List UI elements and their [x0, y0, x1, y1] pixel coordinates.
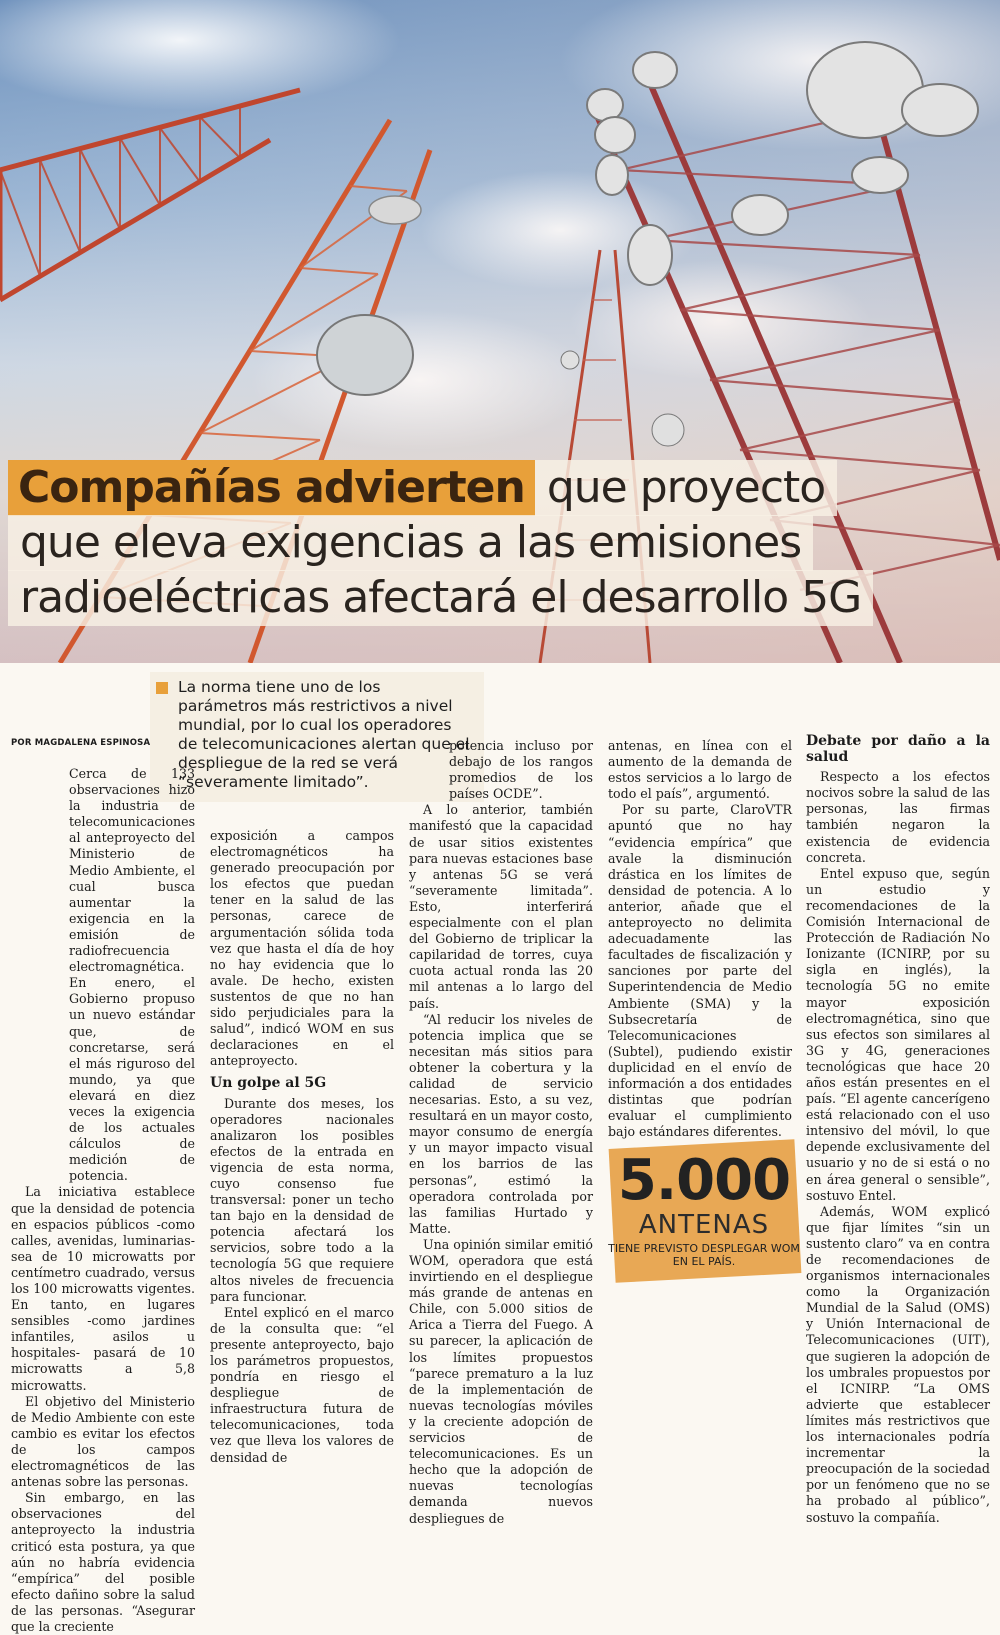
col5-paragraph: Además, WOM explicó que fijar límites “sin un sustento claro” va en contra de recomendaciones de organismos internacionales como la Organización Mundial de la Salud (OMS) y Unión Internacional de Telecomunicaciones (UIT), que sugieren la adopción de los umbrales propuestos por el ICNIRP. “La OMS advierte que establecer límites más restrictivos que los internacionales podría incrementar la preocupación de la sociedad por un fenómeno que no se ha probado al público”, sostuvo la compañía. [806, 1203, 990, 1525]
callout-unit: ANTENAS [638, 1210, 770, 1240]
stat-callout [604, 1134, 804, 1284]
headline-line3-text: radioeléctricas afectará el desarrollo 5G [8, 570, 873, 626]
section-heading-un-golpe: Un golpe al 5G [210, 1075, 327, 1092]
col2-paragraph: Entel explicó en el marco de la consulta que: “el presente anteproyecto, bajo los parámetros propuestos, pondría en riesgo el despliegue de infraestructura futura de telecomunicaciones, toda vez que lleva los valores de densidad de [210, 1304, 394, 1465]
col4-paragraph: Por su parte, ClaroVTR apuntó que no hay “evidencia empírica” que avale la disminución drástica en los límites de densidad de potencia. A lo anterior, añade que el anteproyecto no delimita adecuadamente las facultades de fiscalización y sanciones por parte del Superintendencia de Medio Ambiente (SMA) y la Subsecretaría de Telecomunicaciones (Subtel), pudiendo existir duplicidad en el envío de información a dos entidades distintas que podrían evaluar el cumplimiento bajo estándares diferentes. [608, 802, 792, 1140]
col1-paragraph: Cerca de 133 observaciones hizo la industria de telecomunicaciones al anteproyecto del Ministerio de Medio Ambiente, el cual busca aumentar la exigencia en la emisión de radiofrecuencia electromagnética. En enero, el Gobierno propuso un nuevo estándar que, de concretarse, será el más riguroso del mundo, ya que elevará en diez veces la exigencia de los actuales cálculos de medición de potencia. [69, 766, 196, 1184]
callout-number: 5.000 [617, 1148, 791, 1213]
headline-line-2 [8, 513, 813, 573]
headline-line-1 [8, 458, 837, 518]
col1-paragraph: El objetivo del Ministerio de Medio Ambiente con este cambio es evitar los efectos de los campos electromagnéticos de las antenas sobre las personas. [11, 1393, 195, 1490]
col3-paragraph: A lo anterior, también manifestó que la capacidad de usar sitios existentes para nuevas estaciones base y antenas 5G se verá “severamente limitada”. Esto, interferirá especialmente con el plan del Gobierno de triplicar la capilaridad de torres, cuya cuota actual ronda las 20 mil antenas a lo largo del país. [409, 802, 593, 1011]
article-column-3 [409, 738, 593, 1527]
hero-photo [0, 0, 1000, 663]
headline-line2-text: que eleva exigencias a las emisiones [8, 515, 813, 571]
article-column-2 [210, 828, 394, 1466]
col2-paragraph: Durante dos meses, los operadores nacionales analizaron los posibles efectos de la entrada en vigencia de esta norma, cuyo consenso fue transversal: poner un techo tan bajo en la densidad de potencia afectará los servicios, sobre todo a la tecnología 5G que requiere altos niveles de frecuencia para funcionar. [210, 1095, 394, 1304]
byline: POR MAGDALENA ESPINOSA [11, 738, 151, 748]
col2-paragraph: exposición a campos electromagnéticos ha generado preocupación por los efectos que puedan tener en la salud de las personas, carece de argumentación sólida toda vez que hasta el día de hoy no hay evidencia que lo avale. De hecho, existen sustentos de que no han sido perjudiciales para la salud”, indicó WOM en sus declaraciones en el anteproyecto. [210, 828, 394, 1069]
bullet-square-icon [156, 682, 168, 694]
article-column-5 [806, 733, 990, 1526]
article-column-4 [608, 738, 792, 1140]
headline-bold: Compañías advierten [8, 460, 535, 516]
col3-paragraph: Una opinión similar emitió WOM, operadora que está invirtiendo en el despliegue más grande de antenas en Chile, con 5.000 sitios de Arica a Tierra del Fuego. A su parecer, la aplicación de los límites propuestos “parece prematuro a la luz de la implementación de nuevas tecnologías móviles y la creciente adopción de servicios de telecomunicaciones. Es un hecho que la adopción de nuevas tecnologías demanda nuevos despliegues de [409, 1236, 593, 1526]
col3-top: potencia incluso por debajo de los rangos promedios de los países OCDE”. [449, 738, 593, 802]
col4-paragraph: antenas, en línea con el aumento de la demanda de estos servicios a lo largo de todo el país”, argumentó. [608, 738, 792, 802]
article-column-1 [11, 766, 195, 1635]
col1-paragraph: La iniciativa establece que la densidad de potencia en espacios públicos -como calles, avenidas, luminarias- sea de 10 microwatts por centímetro cuadrado, versus los 100 microwatts vigentes. En tanto, en lugares sensibles -como jardines infantiles, asilos u hospitales- pasará de 10 microwatts a 5,8 microwatts. [11, 1184, 195, 1393]
col5-paragraph: Entel expuso que, según un estudio y recomendaciones de la Comisión Internacional de Protección de Radiación No Ionizante (ICNIRP, por su sigla en inglés), la tecnología 5G no emite mayor exposición electromagnética, sino que sus efectos son similares al 3G y 4G, generaciones tecnológicas que hace 20 años están presentes en el país. “El agente cancerígeno está relacionado con el uso intensivo del móvil, lo que depende exclusivamente del usuario y no de si está o no en área general o sensible”, sostuvo Entel. [806, 865, 990, 1203]
col5-paragraph: Respecto a los efectos nocivos sobre la salud de las personas, las firmas también negaron la existencia de evidencia concreta. [806, 769, 990, 865]
headline-line1-rest: que proyecto [535, 460, 837, 516]
deck-text: La norma tiene uno de los parámetros más restrictivos a nivel mundial, por lo cual los operadores de telecomunicaciones alertan que el despliegue de la red se verá “severamente limitado”. [178, 678, 470, 791]
callout-text: TIENE PREVISTO DESPLEGAR WOM EN EL PAÍS. [608, 1242, 800, 1268]
headline-line-3 [8, 568, 873, 628]
section-heading-debate: Debate por daño a la salud [806, 733, 990, 766]
col3-paragraph: “Al reducir los niveles de potencia implica que se necesitan más sitios para obtener la cobertura y la calidad de servicio necesarias. Esto, a su vez, resultará en un mayor costo, mayor consumo de energía y un mayor impacto visual en los barrios de las personas”, estimó la operadora controlada por las familias Hurtado y Matte. [409, 1011, 593, 1236]
col1-paragraph: Sin embargo, en las observaciones del anteproyecto la industria criticó esta postura, ya que aún no habría evidencia “empírica” del posible efecto dañino sobre la salud de las personas. “Asegurar que la creciente [11, 1490, 195, 1634]
